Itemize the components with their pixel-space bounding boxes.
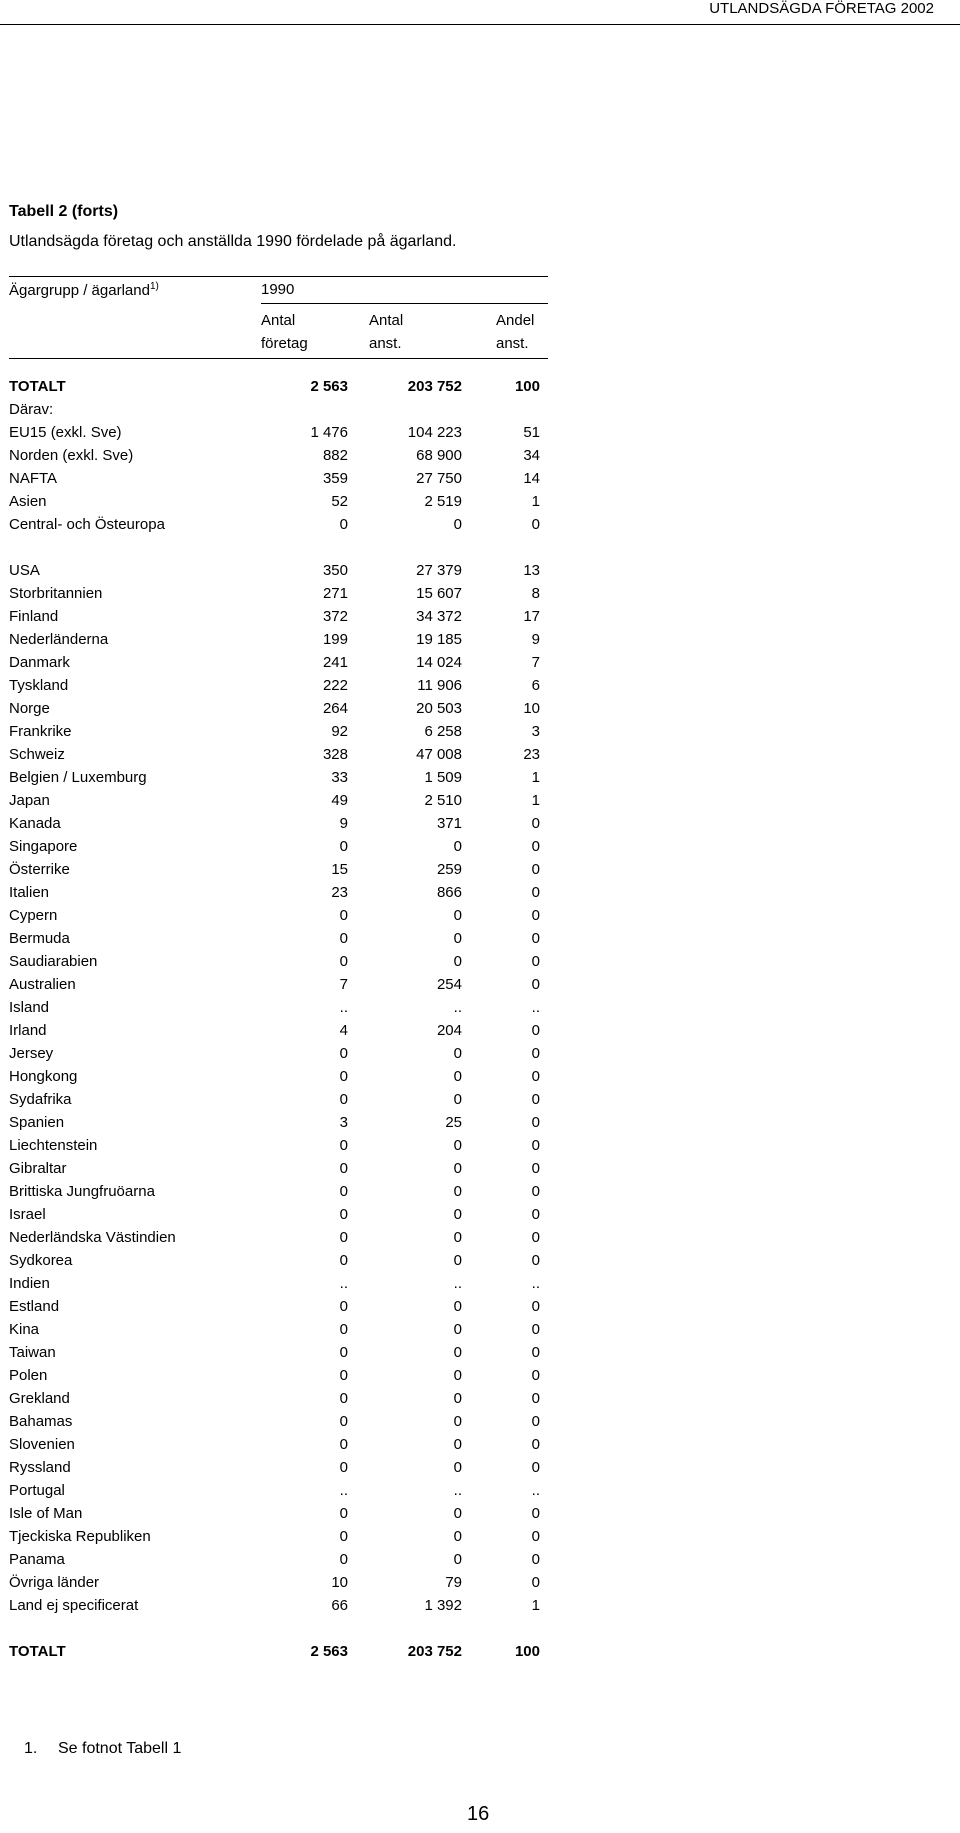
header-rule bbox=[0, 24, 960, 25]
table-row bbox=[9, 1502, 548, 1525]
row-andel-anst: 0 bbox=[531, 1551, 540, 1568]
row-label: Kina bbox=[9, 1321, 40, 1338]
row-andel-anst: 0 bbox=[531, 1183, 540, 1200]
row-label: Norden (exkl. Sve) bbox=[9, 447, 134, 464]
row-label: Spanien bbox=[9, 1114, 65, 1131]
page-header: UTLANDSÄGDA FÖRETAG 2002 bbox=[709, 0, 934, 17]
row-andel-anst: 0 bbox=[531, 1022, 540, 1039]
row-antal-anst: 11 906 bbox=[417, 677, 462, 694]
row-antal-anst: 47 008 bbox=[416, 746, 462, 763]
row-antal-foretag: 0 bbox=[339, 953, 348, 970]
row-antal-anst: 0 bbox=[453, 1505, 462, 1522]
table-row bbox=[9, 1249, 548, 1272]
row-andel-anst: 0 bbox=[531, 838, 540, 855]
row-andel-anst: 0 bbox=[531, 907, 540, 924]
table-row bbox=[9, 1548, 548, 1571]
table-row bbox=[9, 398, 548, 421]
row-andel-anst: 0 bbox=[531, 815, 540, 832]
table-row bbox=[9, 1640, 548, 1663]
row-antal-anst: 0 bbox=[453, 930, 462, 947]
row-label: Därav: bbox=[9, 401, 54, 418]
table-row bbox=[9, 766, 548, 789]
table-row bbox=[9, 789, 548, 812]
row-label: Estland bbox=[9, 1298, 60, 1315]
row-antal-foretag: 10 bbox=[331, 1574, 348, 1591]
table-row bbox=[9, 582, 548, 605]
header-antal-foretag-1: Antal bbox=[261, 312, 296, 329]
row-andel-anst: 0 bbox=[531, 1459, 540, 1476]
row-andel-anst: 8 bbox=[531, 585, 540, 602]
row-antal-anst: .. bbox=[453, 999, 462, 1016]
row-antal-anst: 0 bbox=[453, 1091, 462, 1108]
row-antal-foretag: 0 bbox=[339, 1183, 348, 1200]
header-antal-anst-2: anst. bbox=[369, 335, 402, 352]
row-label: Finland bbox=[9, 608, 59, 625]
row-antal-anst: 20 503 bbox=[416, 700, 462, 717]
row-antal-foretag: 23 bbox=[331, 884, 348, 901]
row-antal-anst: 0 bbox=[453, 1459, 462, 1476]
table-row bbox=[9, 1318, 548, 1341]
row-antal-anst: 1 392 bbox=[424, 1597, 462, 1614]
row-antal-foretag: .. bbox=[339, 1482, 348, 1499]
table-row bbox=[9, 1525, 548, 1548]
row-antal-foretag: 1 476 bbox=[310, 424, 348, 441]
row-label: Israel bbox=[9, 1206, 46, 1223]
row-antal-anst: 371 bbox=[436, 815, 462, 832]
table-row bbox=[9, 1088, 548, 1111]
row-andel-anst: 0 bbox=[531, 930, 540, 947]
row-label: NAFTA bbox=[9, 470, 58, 487]
row-label: Ryssland bbox=[9, 1459, 71, 1476]
row-antal-foretag: 33 bbox=[331, 769, 348, 786]
row-antal-anst: 6 258 bbox=[424, 723, 462, 740]
row-label: Liechtenstein bbox=[9, 1137, 98, 1154]
row-antal-foretag: 241 bbox=[322, 654, 348, 671]
row-antal-anst: 0 bbox=[453, 838, 462, 855]
row-andel-anst: 0 bbox=[531, 1436, 540, 1453]
column-header-owner-label: Ägargrupp / ägarland bbox=[9, 282, 150, 299]
row-andel-anst: 0 bbox=[531, 1367, 540, 1384]
row-label: Italien bbox=[9, 884, 50, 901]
row-antal-anst: 866 bbox=[436, 884, 462, 901]
row-label: Danmark bbox=[9, 654, 70, 671]
row-antal-anst: 0 bbox=[453, 1045, 462, 1062]
row-antal-anst: 0 bbox=[453, 1229, 462, 1246]
table-row bbox=[9, 1019, 548, 1042]
row-antal-foretag: 66 bbox=[331, 1597, 348, 1614]
row-andel-anst: 14 bbox=[523, 470, 540, 487]
year-rule bbox=[261, 303, 548, 304]
row-label: Österrike bbox=[9, 861, 70, 878]
row-antal-foretag: 328 bbox=[322, 746, 348, 763]
table-body bbox=[9, 375, 548, 1663]
table-row bbox=[9, 720, 548, 743]
row-label: Land ej specificerat bbox=[9, 1597, 139, 1614]
column-header-year: 1990 bbox=[261, 281, 295, 298]
row-label: Belgien / Luxemburg bbox=[9, 769, 147, 786]
row-label: Central- och Östeuropa bbox=[9, 516, 165, 533]
table-row bbox=[9, 1341, 548, 1364]
table-row bbox=[9, 1157, 548, 1180]
table-row bbox=[9, 1456, 548, 1479]
row-antal-anst: .. bbox=[453, 1275, 462, 1292]
row-label: Sydafrika bbox=[9, 1091, 72, 1108]
row-andel-anst: 1 bbox=[531, 493, 540, 510]
table-row bbox=[9, 1180, 548, 1203]
table-row bbox=[9, 1226, 548, 1249]
row-antal-anst: 68 900 bbox=[416, 447, 462, 464]
table-row bbox=[9, 1111, 548, 1134]
column-header-owner bbox=[9, 281, 159, 299]
table-title: Tabell 2 (forts) bbox=[9, 203, 119, 220]
row-andel-anst: 0 bbox=[531, 1298, 540, 1315]
row-label: Slovenien bbox=[9, 1436, 75, 1453]
row-andel-anst: 100 bbox=[514, 378, 540, 395]
row-antal-anst: 79 bbox=[445, 1574, 462, 1591]
table-row bbox=[9, 1295, 548, 1318]
row-label: Asien bbox=[9, 493, 47, 510]
row-antal-foretag: .. bbox=[339, 1275, 348, 1292]
row-andel-anst: 0 bbox=[531, 861, 540, 878]
row-antal-anst: 0 bbox=[453, 1137, 462, 1154]
row-antal-foretag: 0 bbox=[339, 1551, 348, 1568]
row-label: Övriga länder bbox=[9, 1574, 100, 1591]
row-andel-anst: 0 bbox=[531, 884, 540, 901]
row-label: EU15 (exkl. Sve) bbox=[9, 424, 122, 441]
row-label: Bahamas bbox=[9, 1413, 73, 1430]
row-antal-anst: 15 607 bbox=[416, 585, 462, 602]
row-antal-foretag: 0 bbox=[339, 1298, 348, 1315]
table-row bbox=[9, 927, 548, 950]
row-label: Tjeckiska Republiken bbox=[9, 1528, 151, 1545]
table-row bbox=[9, 812, 548, 835]
row-andel-anst: .. bbox=[531, 1275, 540, 1292]
group-spacer bbox=[9, 536, 548, 559]
row-andel-anst: 0 bbox=[531, 1505, 540, 1522]
row-antal-anst: 0 bbox=[453, 1436, 462, 1453]
row-andel-anst: 9 bbox=[531, 631, 540, 648]
row-antal-anst: 0 bbox=[453, 1298, 462, 1315]
table-row bbox=[9, 904, 548, 927]
row-antal-anst: 203 752 bbox=[407, 378, 462, 395]
table-row bbox=[9, 490, 548, 513]
row-antal-foretag: 0 bbox=[339, 1505, 348, 1522]
row-antal-foretag: 199 bbox=[322, 631, 348, 648]
table-row bbox=[9, 697, 548, 720]
row-label: Nederländska Västindien bbox=[9, 1229, 176, 1246]
row-andel-anst: .. bbox=[531, 999, 540, 1016]
row-antal-anst: 25 bbox=[445, 1114, 462, 1131]
row-antal-foretag: 7 bbox=[339, 976, 348, 993]
table-row bbox=[9, 1433, 548, 1456]
table-row bbox=[9, 1410, 548, 1433]
row-antal-foretag: 0 bbox=[339, 1459, 348, 1476]
row-antal-foretag: 0 bbox=[339, 1252, 348, 1269]
row-antal-anst: 27 750 bbox=[416, 470, 462, 487]
row-andel-anst: 0 bbox=[531, 1160, 540, 1177]
row-antal-foretag: 0 bbox=[339, 930, 348, 947]
row-andel-anst: 1 bbox=[531, 792, 540, 809]
table-row bbox=[9, 651, 548, 674]
table-row bbox=[9, 513, 548, 536]
row-label: Isle of Man bbox=[9, 1505, 83, 1522]
row-antal-foretag: 2 563 bbox=[310, 378, 348, 395]
row-antal-anst: 0 bbox=[453, 907, 462, 924]
footnote-number: 1. bbox=[24, 1740, 38, 1757]
row-andel-anst: 0 bbox=[531, 1528, 540, 1545]
row-andel-anst: 23 bbox=[523, 746, 540, 763]
row-antal-foretag: 0 bbox=[339, 1137, 348, 1154]
row-andel-anst: 0 bbox=[531, 1390, 540, 1407]
row-antal-foretag: 0 bbox=[339, 1229, 348, 1246]
table-row bbox=[9, 858, 548, 881]
row-antal-foretag: 0 bbox=[339, 1436, 348, 1453]
row-antal-foretag: 271 bbox=[322, 585, 348, 602]
header-antal-anst-1: Antal bbox=[369, 312, 404, 329]
row-label: Saudiarabien bbox=[9, 953, 98, 970]
row-antal-anst: 0 bbox=[453, 1183, 462, 1200]
row-antal-foretag: 0 bbox=[339, 1321, 348, 1338]
table-row bbox=[9, 1272, 548, 1295]
row-label: TOTALT bbox=[9, 1643, 66, 1660]
table-row bbox=[9, 375, 548, 398]
table-row bbox=[9, 1594, 548, 1617]
group-spacer bbox=[9, 1617, 548, 1640]
row-andel-anst: 100 bbox=[514, 1643, 540, 1660]
row-label: Australien bbox=[9, 976, 76, 993]
table-row bbox=[9, 743, 548, 766]
row-label: Tyskland bbox=[9, 677, 69, 694]
row-andel-anst: 6 bbox=[531, 677, 540, 694]
row-label: USA bbox=[9, 562, 40, 579]
table-row bbox=[9, 996, 548, 1019]
row-andel-anst: 0 bbox=[531, 953, 540, 970]
row-label: Jersey bbox=[9, 1045, 54, 1062]
row-andel-anst: 13 bbox=[523, 562, 540, 579]
row-antal-anst: 104 223 bbox=[407, 424, 462, 441]
row-label: Nederländerna bbox=[9, 631, 109, 648]
row-antal-anst: 14 024 bbox=[416, 654, 462, 671]
row-antal-anst: 0 bbox=[453, 1252, 462, 1269]
row-antal-anst: 254 bbox=[436, 976, 462, 993]
row-label: Schweiz bbox=[9, 746, 65, 763]
row-antal-anst: 0 bbox=[453, 1390, 462, 1407]
table-row bbox=[9, 1479, 548, 1502]
row-antal-foretag: 0 bbox=[339, 907, 348, 924]
row-andel-anst: 1 bbox=[531, 769, 540, 786]
row-label: Bermuda bbox=[9, 930, 70, 947]
footnote-text: Se fotnot Tabell 1 bbox=[58, 1740, 182, 1757]
table-row bbox=[9, 467, 548, 490]
footnote-marker: 1) bbox=[149, 281, 159, 292]
row-antal-anst: 34 372 bbox=[416, 608, 462, 625]
table-row bbox=[9, 1387, 548, 1410]
row-antal-anst: 0 bbox=[453, 1160, 462, 1177]
row-label: Taiwan bbox=[9, 1344, 56, 1361]
row-andel-anst: 0 bbox=[531, 1045, 540, 1062]
row-antal-anst: 203 752 bbox=[407, 1643, 462, 1660]
table-row bbox=[9, 1364, 548, 1387]
row-label: Storbritannien bbox=[9, 585, 103, 602]
table-row bbox=[9, 559, 548, 582]
row-antal-foretag: 0 bbox=[339, 516, 348, 533]
table-subtitle: Utlandsägda företag och anställda 1990 fördelade på ägarland. bbox=[9, 233, 457, 250]
row-antal-anst: 1 509 bbox=[424, 769, 462, 786]
table-top-rule bbox=[9, 276, 548, 277]
row-andel-anst: 0 bbox=[531, 976, 540, 993]
row-antal-foretag: 0 bbox=[339, 1367, 348, 1384]
row-antal-anst: 27 379 bbox=[416, 562, 462, 579]
table-row bbox=[9, 674, 548, 697]
row-antal-foretag: 0 bbox=[339, 1413, 348, 1430]
row-label: Cypern bbox=[9, 907, 58, 924]
row-antal-anst: 0 bbox=[453, 1413, 462, 1430]
row-antal-anst: 0 bbox=[453, 1367, 462, 1384]
row-andel-anst: .. bbox=[531, 1482, 540, 1499]
table-row bbox=[9, 1203, 548, 1226]
row-antal-anst: .. bbox=[453, 1482, 462, 1499]
header-antal-foretag-2: företag bbox=[261, 335, 308, 352]
row-antal-anst: 0 bbox=[453, 1344, 462, 1361]
row-label: Sydkorea bbox=[9, 1252, 73, 1269]
row-andel-anst: 17 bbox=[523, 608, 540, 625]
row-antal-anst: 0 bbox=[453, 1551, 462, 1568]
row-antal-foretag: .. bbox=[339, 999, 348, 1016]
row-antal-foretag: 4 bbox=[339, 1022, 348, 1039]
table-row bbox=[9, 1042, 548, 1065]
row-label: Frankrike bbox=[9, 723, 72, 740]
row-andel-anst: 0 bbox=[531, 1574, 540, 1591]
row-antal-foretag: 350 bbox=[322, 562, 348, 579]
row-antal-foretag: 3 bbox=[339, 1114, 348, 1131]
row-label: Singapore bbox=[9, 838, 78, 855]
row-antal-foretag: 0 bbox=[339, 1068, 348, 1085]
table-row bbox=[9, 835, 548, 858]
row-antal-anst: 19 185 bbox=[416, 631, 462, 648]
row-antal-foretag: 52 bbox=[331, 493, 348, 510]
row-antal-foretag: 882 bbox=[322, 447, 348, 464]
row-andel-anst: 0 bbox=[531, 1091, 540, 1108]
table-row bbox=[9, 421, 548, 444]
row-label: Gibraltar bbox=[9, 1160, 67, 1177]
row-antal-anst: 0 bbox=[453, 953, 462, 970]
row-label: Irland bbox=[9, 1022, 47, 1039]
table-row bbox=[9, 605, 548, 628]
row-antal-foretag: 49 bbox=[331, 792, 348, 809]
row-andel-anst: 0 bbox=[531, 1229, 540, 1246]
header-andel-anst-2: anst. bbox=[496, 335, 529, 352]
row-andel-anst: 51 bbox=[523, 424, 540, 441]
row-antal-foretag: 359 bbox=[322, 470, 348, 487]
row-andel-anst: 0 bbox=[531, 1413, 540, 1430]
row-andel-anst: 0 bbox=[531, 516, 540, 533]
row-andel-anst: 0 bbox=[531, 1252, 540, 1269]
row-label: Norge bbox=[9, 700, 50, 717]
table-row bbox=[9, 973, 548, 996]
row-antal-anst: 2 510 bbox=[424, 792, 462, 809]
row-andel-anst: 3 bbox=[531, 723, 540, 740]
row-antal-foretag: 15 bbox=[331, 861, 348, 878]
row-andel-anst: 34 bbox=[523, 447, 540, 464]
header-andel-anst-1: Andel bbox=[496, 312, 535, 329]
row-antal-foretag: 0 bbox=[339, 1160, 348, 1177]
table-row bbox=[9, 1065, 548, 1088]
row-antal-foretag: 0 bbox=[339, 1045, 348, 1062]
row-andel-anst: 0 bbox=[531, 1344, 540, 1361]
table-row bbox=[9, 950, 548, 973]
row-andel-anst: 0 bbox=[531, 1137, 540, 1154]
row-antal-foretag: 0 bbox=[339, 1091, 348, 1108]
row-antal-anst: 204 bbox=[436, 1022, 462, 1039]
page-number: 16 bbox=[467, 1803, 490, 1825]
row-andel-anst: 0 bbox=[531, 1068, 540, 1085]
row-andel-anst: 0 bbox=[531, 1206, 540, 1223]
row-antal-foretag: 0 bbox=[339, 1390, 348, 1407]
row-antal-foretag: 222 bbox=[322, 677, 348, 694]
row-label: Island bbox=[9, 999, 50, 1016]
row-antal-anst: 0 bbox=[453, 1528, 462, 1545]
row-antal-foretag: 0 bbox=[339, 1528, 348, 1545]
row-label: Hongkong bbox=[9, 1068, 78, 1085]
row-antal-anst: 0 bbox=[453, 1321, 462, 1338]
row-label: Grekland bbox=[9, 1390, 70, 1407]
row-andel-anst: 0 bbox=[531, 1321, 540, 1338]
row-andel-anst: 1 bbox=[531, 1597, 540, 1614]
row-label: Panama bbox=[9, 1551, 65, 1568]
row-antal-foretag: 0 bbox=[339, 838, 348, 855]
row-antal-anst: 0 bbox=[453, 1068, 462, 1085]
row-antal-foretag: 9 bbox=[339, 815, 348, 832]
table-row bbox=[9, 628, 548, 651]
row-antal-anst: 2 519 bbox=[424, 493, 462, 510]
row-antal-foretag: 2 563 bbox=[310, 1643, 348, 1660]
row-label: Polen bbox=[9, 1367, 48, 1384]
footnote bbox=[24, 1740, 181, 1758]
row-antal-foretag: 264 bbox=[322, 700, 348, 717]
row-antal-anst: 259 bbox=[436, 861, 462, 878]
row-andel-anst: 0 bbox=[531, 1114, 540, 1131]
row-antal-foretag: 0 bbox=[339, 1206, 348, 1223]
row-antal-foretag: 92 bbox=[331, 723, 348, 740]
row-label: Portugal bbox=[9, 1482, 65, 1499]
row-label: TOTALT bbox=[9, 378, 66, 395]
row-label: Kanada bbox=[9, 815, 61, 832]
row-antal-anst: 0 bbox=[453, 1206, 462, 1223]
row-antal-foretag: 372 bbox=[322, 608, 348, 625]
row-antal-foretag: 0 bbox=[339, 1344, 348, 1361]
table-row bbox=[9, 1134, 548, 1157]
row-label: Brittiska Jungfruöarna bbox=[9, 1183, 155, 1200]
table-header-rule bbox=[9, 358, 548, 359]
row-label: Japan bbox=[9, 792, 50, 809]
row-label: Indien bbox=[9, 1275, 50, 1292]
row-andel-anst: 7 bbox=[531, 654, 540, 671]
table-row bbox=[9, 881, 548, 904]
table-row bbox=[9, 1571, 548, 1594]
row-antal-anst: 0 bbox=[453, 516, 462, 533]
table-row bbox=[9, 444, 548, 467]
row-andel-anst: 10 bbox=[523, 700, 540, 717]
